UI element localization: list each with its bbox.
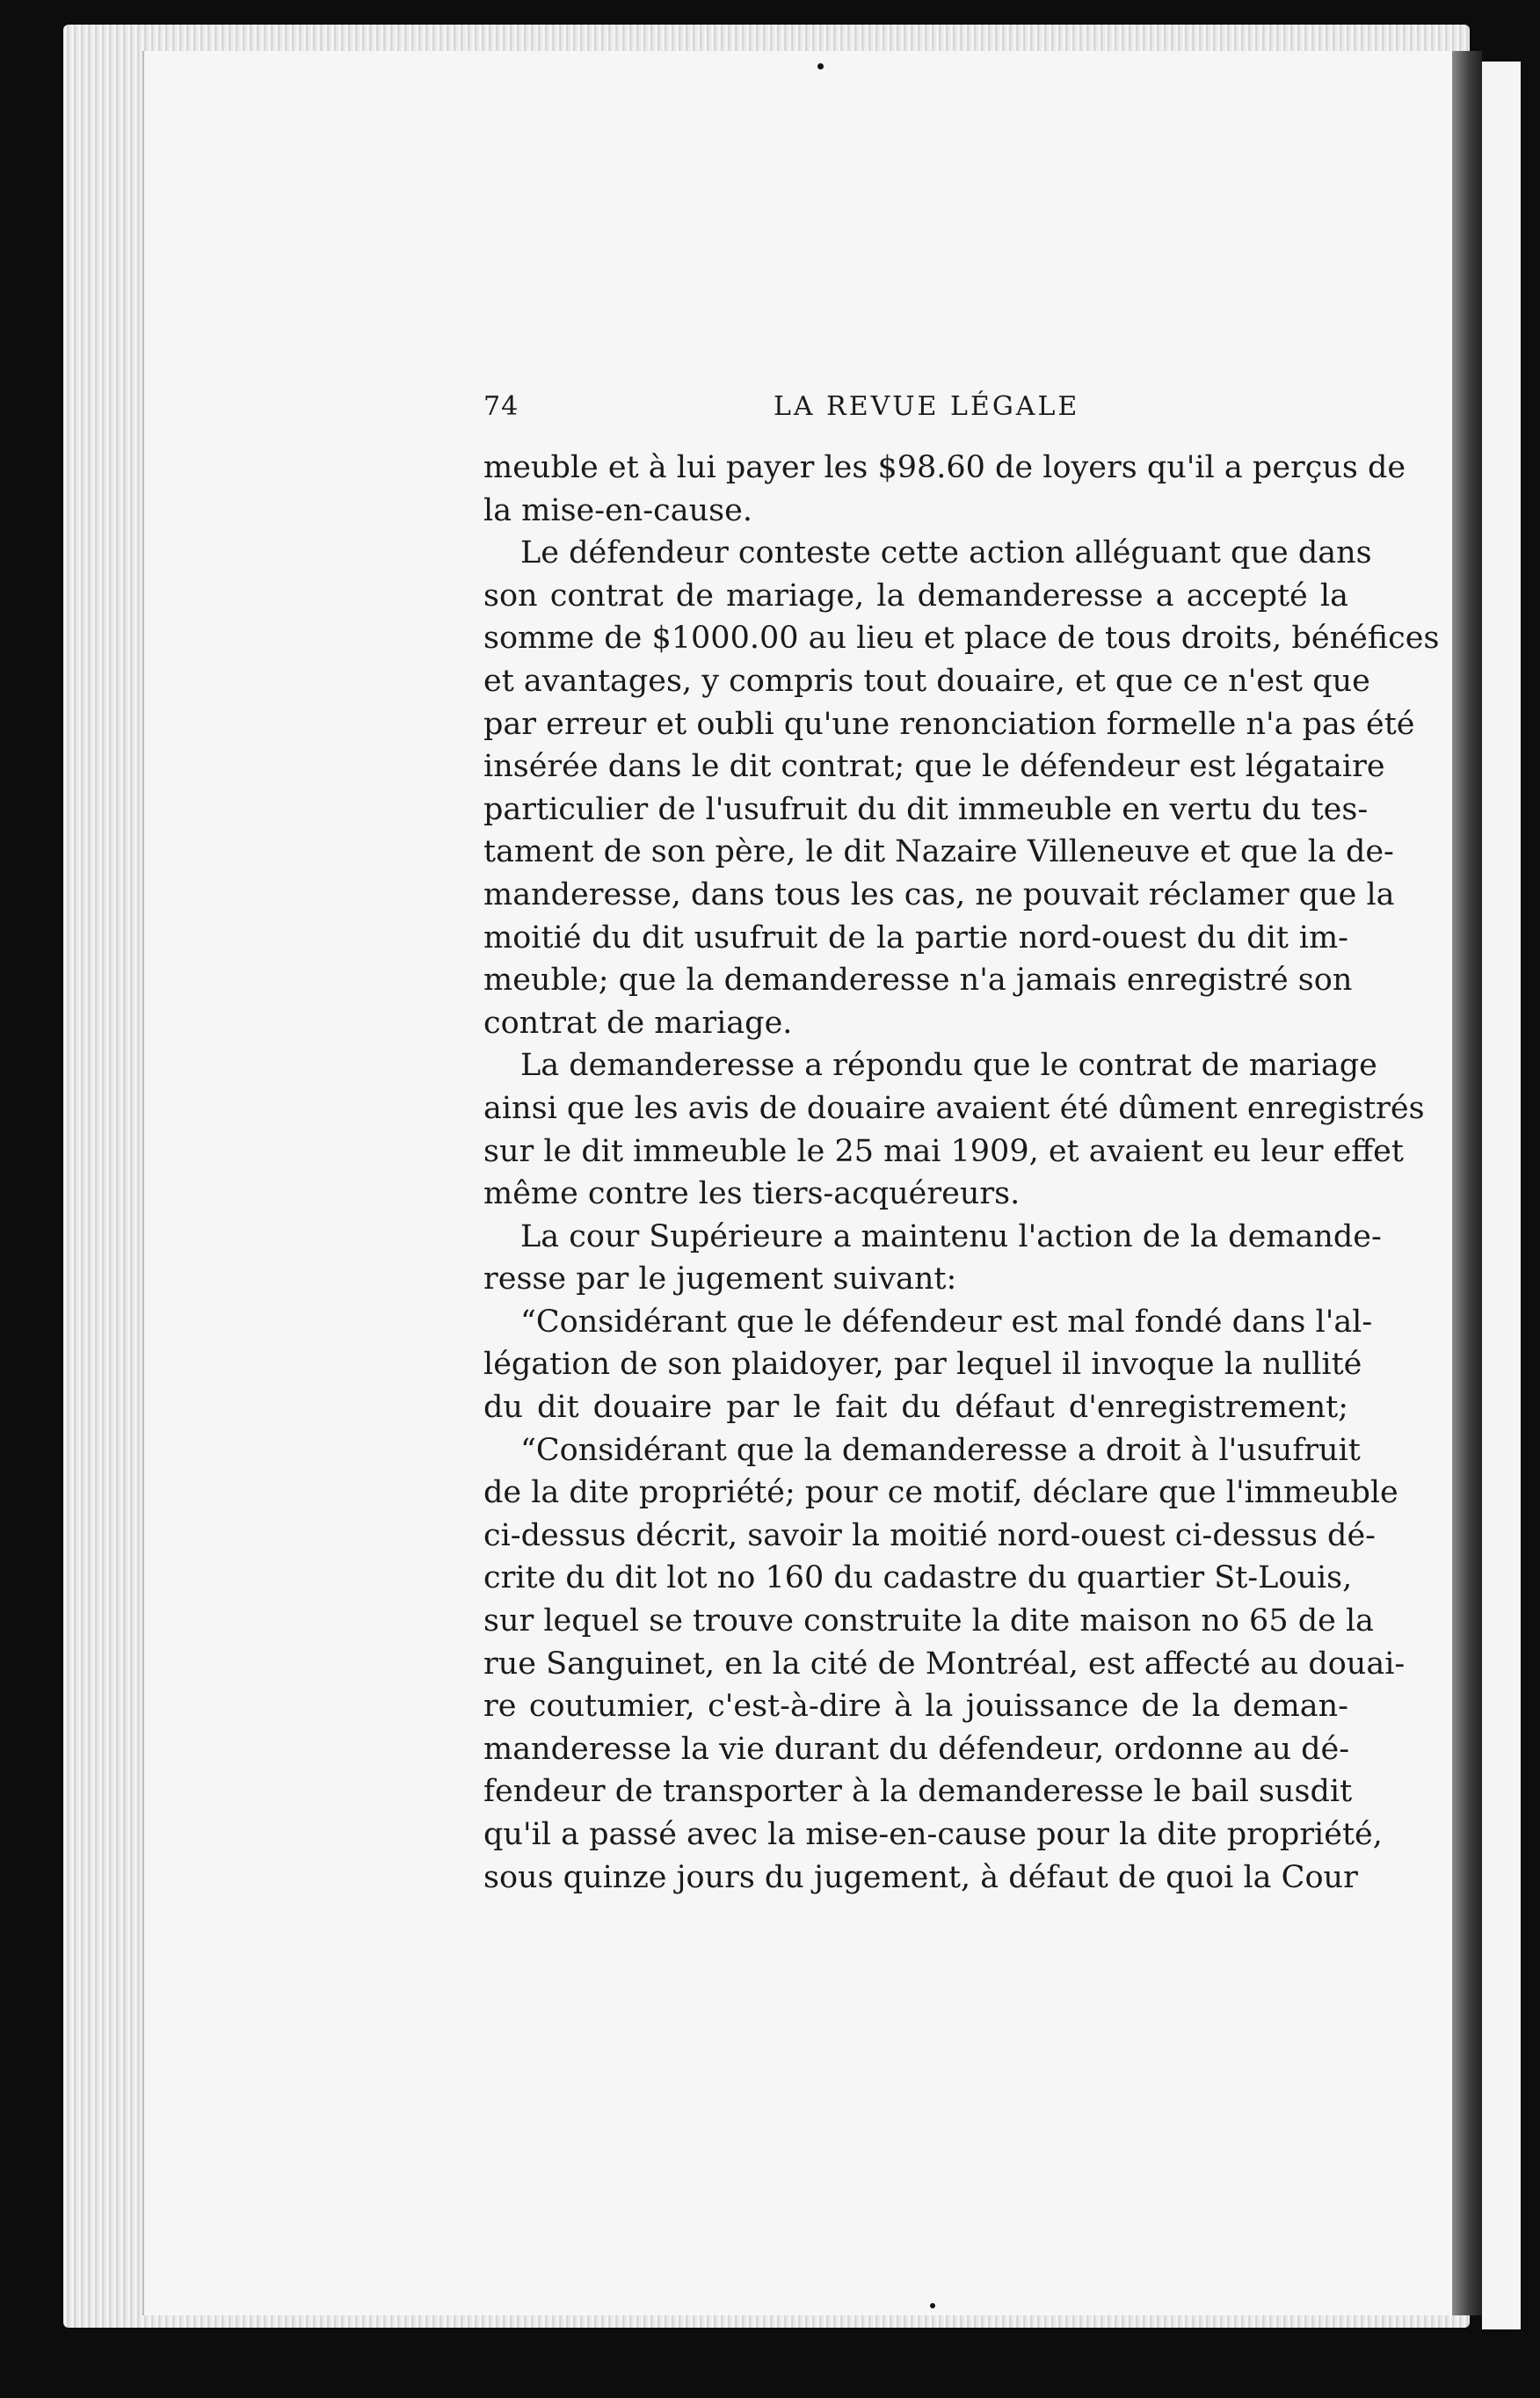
text-line: sur le dit immeuble le 25 mai 1909, et avaient eu leur effet <box>483 1133 1404 1169</box>
running-header <box>483 391 1348 435</box>
text-line: de la dite propriété; pour ce motif, déclare que l'immeuble <box>483 1475 1398 1511</box>
text-line: crite du dit lot no 160 du cadastre du quartier St-Louis, <box>483 1560 1353 1596</box>
text-line: meuble; que la demanderesse n'a jamais enregistré son <box>483 963 1353 999</box>
text-line: La cour Supérieure a maintenu l'action de la demande- <box>520 1218 1382 1254</box>
text-line: La demanderesse a répondu que le contrat de mariage <box>520 1048 1377 1084</box>
text-line: contrat de mariage. <box>483 1005 793 1041</box>
text-line: du dit douaire par le fait du défaut d'enregistrement; <box>483 1390 1348 1426</box>
text-line: légation de son plaidoyer, par lequel il invoque la nullité <box>483 1347 1362 1383</box>
scan-mark-bottom <box>930 2303 935 2308</box>
facing-page-edge <box>1482 62 1521 2329</box>
text-line: Le défendeur conteste cette action alléguant que dans <box>520 535 1372 571</box>
text-line: sous quinze jours du jugement, à défaut de quoi la Cour <box>483 1859 1358 1895</box>
text-line: “Considérant que la demanderesse a droit à l'usufruit <box>520 1432 1361 1468</box>
text-line: tament de son père, le dit Nazaire Villeneuve et que la de- <box>483 834 1394 870</box>
page-number: 74 <box>483 391 519 422</box>
text-line: fendeur de transporter à la demanderesse le bail susdit <box>483 1774 1353 1810</box>
text-line: rue Sanguinet, en la cité de Montréal, est affecté au douai- <box>483 1646 1406 1682</box>
text-line: même contre les tiers-acquéreurs. <box>483 1176 1021 1212</box>
text-line: son contrat de mariage, la demanderesse a accepté la <box>483 578 1348 614</box>
text-line: par erreur et oubli qu'une renonciation formelle n'a pas été <box>483 706 1415 742</box>
text-line: qu'il a passé avec la mise-en-cause pour la dite propriété, <box>483 1817 1383 1852</box>
text-line: et avantages, y compris tout douaire, et que ce n'est que <box>483 663 1370 699</box>
binding-shadow <box>1452 51 1482 2315</box>
text-line: moitié du dit usufruit de la partie nord-ouest du dit im- <box>483 919 1348 956</box>
scan-mark-top <box>817 63 824 69</box>
text-line: ainsi que les avis de douaire avaient été dûment enregistrés <box>483 1090 1425 1126</box>
text-line: re coutumier, c'est-à-dire à la jouissance de la deman- <box>483 1689 1348 1725</box>
text-line: resse par le jugement suivant: <box>483 1261 957 1297</box>
body-text <box>483 447 1440 1899</box>
text-line: somme de $1000.00 au lieu et place de tous droits, bénéfices <box>483 621 1440 657</box>
text-line: ci-dessus décrit, savoir la moitié nord-ouest ci-dessus dé- <box>483 1517 1376 1553</box>
text-line: meuble et à lui payer les $98.60 de loyers qu'il a perçus de <box>483 450 1406 485</box>
text-line: manderesse la vie durant du défendeur, ordonne au dé- <box>483 1731 1350 1767</box>
running-title: LA REVUE LÉGALE <box>774 391 1080 422</box>
text-line: sur lequel se trouve construite la dite maison no 65 de la <box>483 1603 1375 1639</box>
text-line: insérée dans le dit contrat; que le défendeur est légataire <box>483 749 1385 785</box>
text-line: “Considérant que le défendeur est mal fondé dans l'al- <box>520 1304 1373 1340</box>
text-line: la mise-en-cause. <box>483 492 752 528</box>
text-line: particulier de l'usufruit du dit immeuble en vertu du tes- <box>483 791 1369 827</box>
text-line: manderesse, dans tous les cas, ne pouvait réclamer que la <box>483 876 1395 912</box>
